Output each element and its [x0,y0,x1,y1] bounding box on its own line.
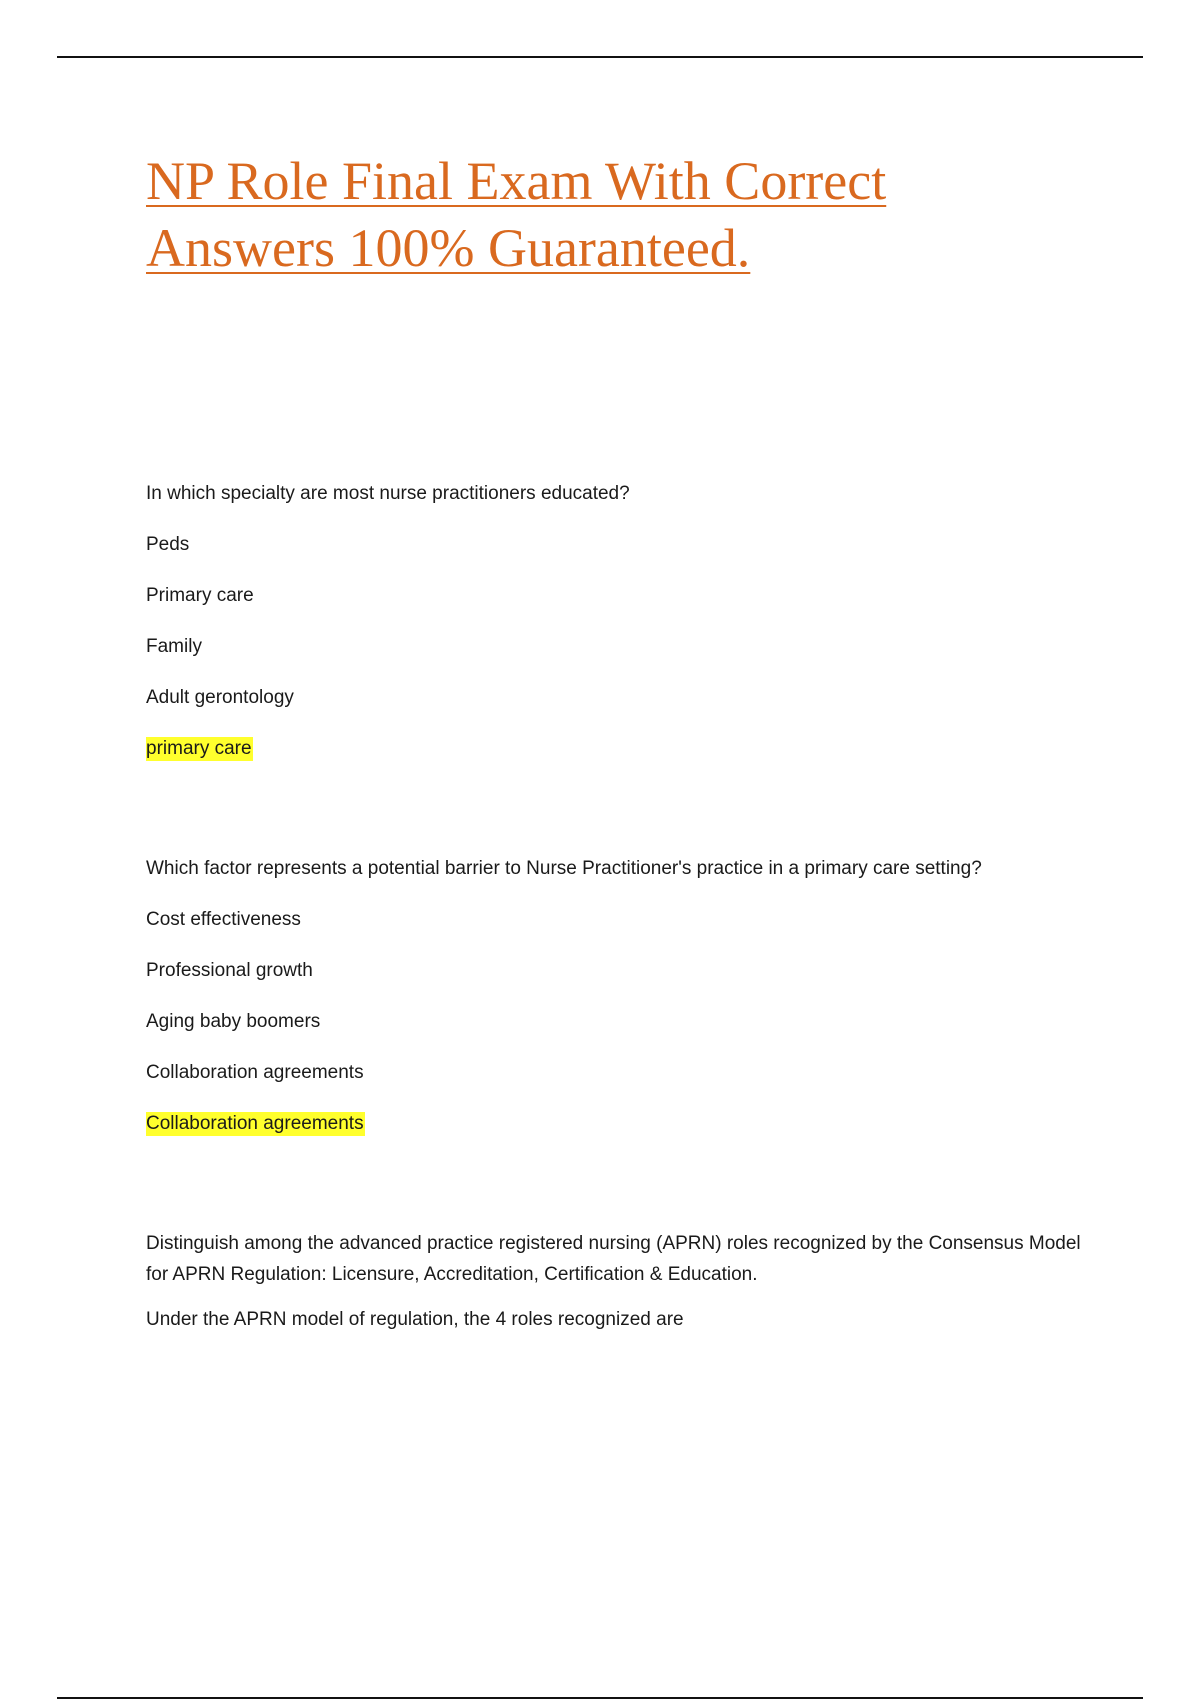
answer-option: Peds [146,534,190,555]
question-block-2 [146,859,1086,1134]
question-followup: Under the APRN model of regulation, the 4 roles recognized are [146,1309,684,1330]
header-rule [57,56,1143,58]
correct-answer-highlight: primary care [146,738,252,759]
footer-rule [57,1697,1143,1699]
question-text: Distinguish among the advanced practice registered nursing (APRN) roles recognized by the Consensus Model for APRN Regulation: Licensure, Accreditation, Certification & Education. [146,1233,1081,1285]
answer-option: Collaboration agreements [146,1062,364,1083]
question-block-3 [146,1228,1086,1330]
question-block-1 [146,484,1086,759]
question-text: In which specialty are most nurse practitioners educated? [146,483,630,504]
question-text: Which factor represents a potential barrier to Nurse Practitioner's practice in a primary care setting? [146,858,982,879]
answer-option: Professional growth [146,960,313,981]
answer-option: Adult gerontology [146,687,294,708]
answer-option: Aging baby boomers [146,1011,321,1032]
answer-option: Cost effectiveness [146,909,301,930]
document-title: NP Role Final Exam With Correct Answers 100% Guaranteed. [146,151,887,278]
correct-answer-line [146,739,1086,759]
correct-answer-line [146,1114,1086,1134]
answer-option: Family [146,636,202,657]
correct-answer-highlight: Collaboration agreements [146,1113,364,1134]
question-list [146,484,1086,1361]
answer-option: Primary care [146,585,254,606]
